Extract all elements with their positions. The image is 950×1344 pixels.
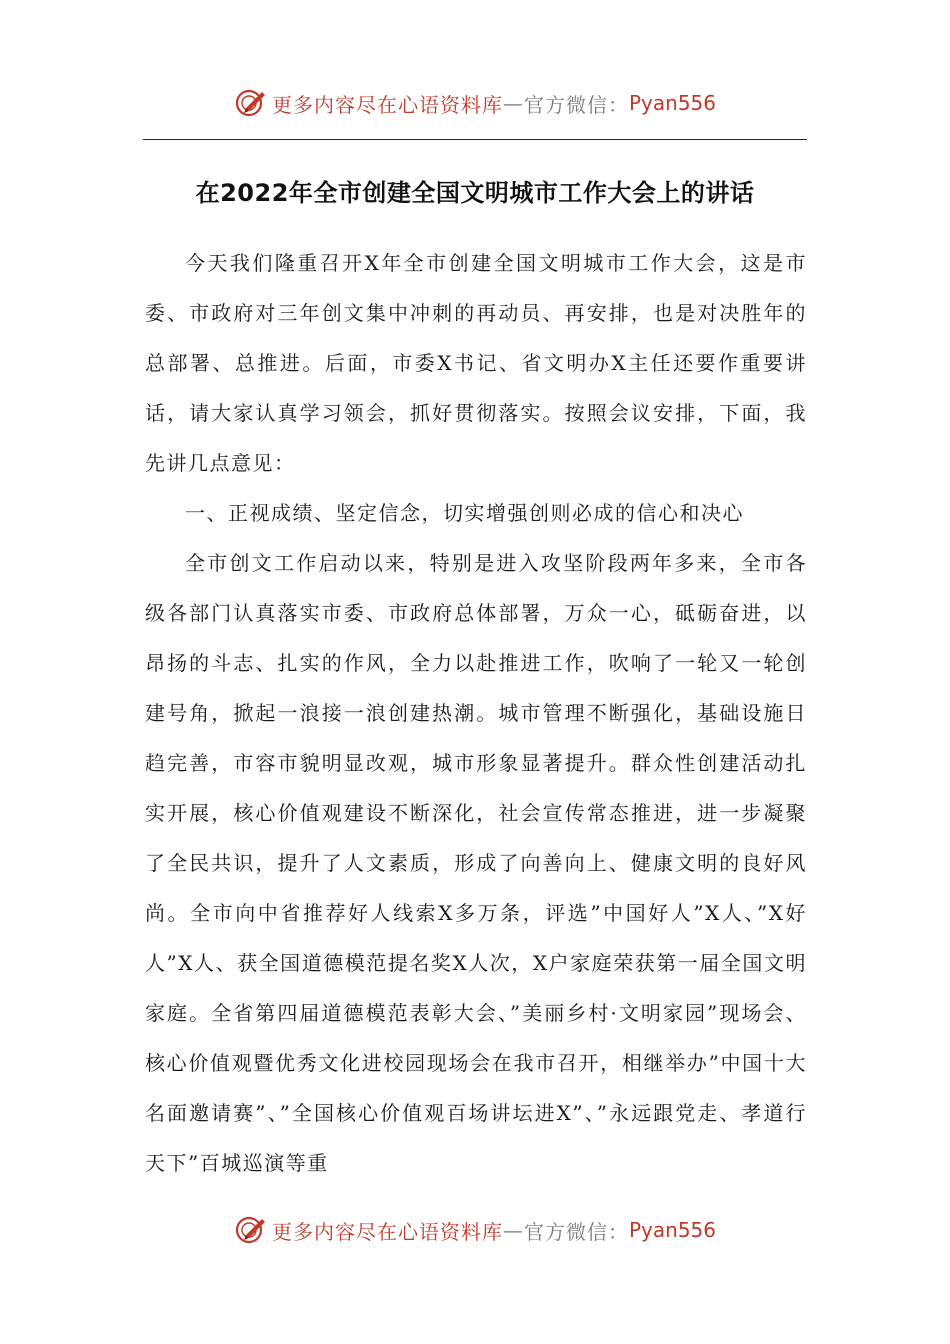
footer-wechat-id: Pyan556 [628,1218,716,1242]
banner-wechat-id: Pyan556 [628,91,716,115]
paragraph-intro: 今天我们隆重召开X年全市创建全国文明城市工作大会，这是市委、市政府对三年创文集中冲刺的再动员、再安排，也是对决胜年的总部署、总推进。后面，市委X书记、省文明办X主任还要作重要讲话，请大家认真学习领会，抓好贯彻落实。按照会议安排，下面，我先讲几点意见： [145,251,807,475]
banner-dash: — [502,91,524,115]
footer-banner [0,1210,950,1250]
pen-logo-icon [234,1213,268,1247]
section-heading: 一、正视成绩、坚定信念，切实增强创则必成的信心和决心 [185,501,744,525]
page-title: 在2022年全市创建全国文明城市工作大会上的讲话 [195,179,755,207]
footer-wechat-label: 官方微信： [523,1219,629,1244]
pen-logo-icon [234,86,268,120]
banner-wechat-label: 官方微信： [523,92,629,117]
document-body [145,238,807,1188]
footer-slogan: 更多内容尽在心语资料库 [271,1219,503,1244]
banner-slogan: 更多内容尽在心语资料库 [271,92,503,117]
footer-dash: — [502,1218,524,1242]
paragraph-achievements: 全市创文工作启动以来，特别是进入攻坚阶段两年多来，全市各级各部门认真落实市委、市政府总体部署，万众一心，砥砺奋进，以昂扬的斗志、扎实的作风，全力以赴推进工作，吹响了一轮又一轮创建号角，掀起一浪接一浪创建热潮。城市管理不断强化，基础设施日趋完善，市容市貌明显改观，城市形象显著提升。群众性创建活动扎实开展，核心价值观建设不断深化，社会宣传常态推进，进一步凝聚了全民共识，提升了人文素质，形成了向善向上、健康文明的良好风尚。全市向中省推荐好人线索X多万条，评选”中国好人”X人、”X好人”X人、获全国道德模范提名奖X人次，X户家庭荣获第一届全国文明家庭。全省第四届道德模范表彰大会、”美丽乡村·文明家园”现场会、核心价值观暨优秀文化进校园现场会在我市召开，相继举办”中国十大名面邀请赛”、”全国核心价值观百场讲坛进X”、”永远跟党走、孝道行天下”百城巡演等重 [145,551,807,1175]
header-banner [0,83,950,123]
header-divider [143,139,807,140]
